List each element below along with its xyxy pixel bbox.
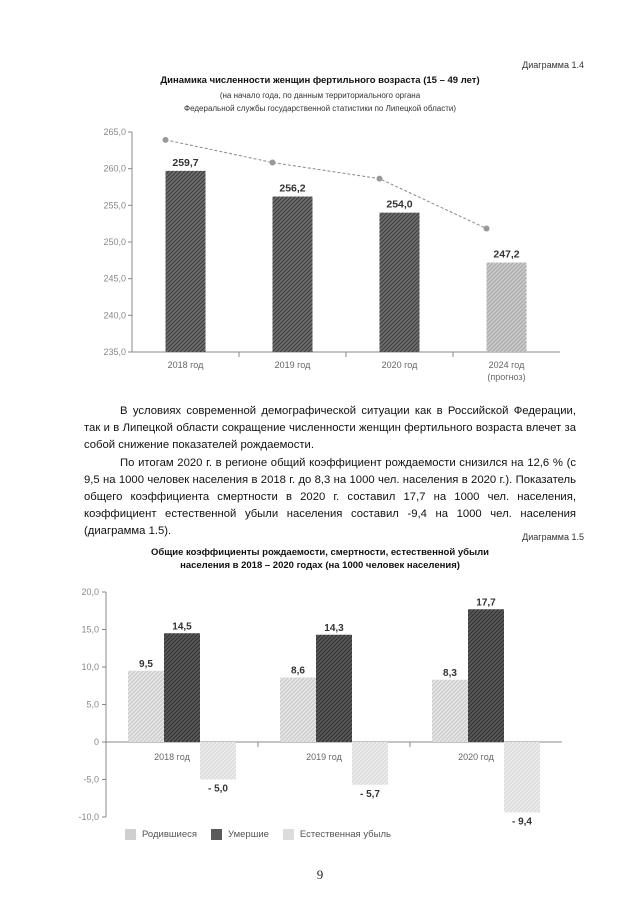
page-number: 9: [316, 867, 324, 882]
fertile-women-chart: [90, 122, 570, 394]
bar: [166, 171, 206, 352]
legend-item: [211, 829, 269, 840]
forecast-bar: [487, 263, 527, 352]
bar: [273, 197, 313, 352]
data-label: 259,7: [172, 156, 199, 169]
trend-line: [166, 140, 487, 229]
y-tick-label: 255,0: [103, 200, 126, 211]
data-label: 17,7: [476, 597, 496, 609]
bar-births: [432, 680, 468, 742]
bar: [380, 213, 420, 352]
data-label: 254,0: [386, 198, 413, 211]
x-tick-note: (прогноз): [487, 372, 526, 382]
x-tick-label: 2019 год: [274, 360, 311, 370]
y-tick-label: -10,0: [78, 812, 99, 822]
bar-natural-decrease: [504, 742, 540, 813]
x-tick-label: 2018 год: [154, 752, 190, 762]
legend-label: Родившиеся: [142, 829, 197, 841]
trend-point: [484, 226, 490, 232]
x-tick-label: 2020 год: [458, 752, 494, 762]
y-tick-label: 265,0: [103, 127, 126, 137]
data-label: 9,5: [139, 658, 153, 670]
title-line: населения в 2018 – 2020 годах (на 1000 человек населения): [180, 560, 460, 571]
legend-swatch-deaths: [211, 829, 222, 840]
data-label: 8,6: [291, 665, 305, 677]
subtitle-line: Федеральной службы государственной статистики по Липецкой области): [184, 104, 456, 113]
trend-point: [163, 137, 169, 143]
trend-point: [377, 176, 383, 182]
bar-natural-decrease: [352, 742, 388, 785]
x-tick-label: 2020 год: [381, 360, 418, 370]
bar-natural-decrease: [200, 742, 236, 780]
data-label: 14,5: [172, 621, 192, 633]
y-tick-label: 15,0: [81, 624, 99, 635]
subtitle-line: (на начало года, по данным территориального органа: [219, 91, 421, 100]
y-tick-label: 260,0: [103, 163, 126, 174]
legend-label: Естественная убыль: [299, 829, 391, 841]
y-tick-label: -5,0: [83, 774, 99, 785]
chart-subtitle: [60, 89, 580, 115]
chart-legend: [125, 829, 391, 840]
legend-item: [125, 829, 197, 840]
y-tick-label: 10,0: [81, 662, 99, 672]
body-text: [84, 403, 576, 541]
paragraph: По итогам 2020 г. в регионе общий коэффициент рождаемости снизился на 12,6 % (с 9,5 на 1000 человек населения в 2018 г. до 8,3 на 1000 чел. населения в 2020 г.). Показатель общего коэффициента смертности в 2020 г. составил 17,7 на 1000 чел. населения, коэффициент естественной убыли населения составил -9,4 на 1000 чел. населения (диаграмма 1.5).: [84, 456, 576, 538]
trend-point: [270, 160, 276, 166]
data-label: 256,2: [279, 182, 306, 195]
x-tick-label: 2018 год: [167, 360, 204, 370]
bar-births: [280, 678, 316, 743]
chart-title: Динамика численности женщин фертильного возраста (15 – 49 лет): [160, 75, 480, 86]
legend-swatch-natural-decrease: [283, 829, 294, 840]
data-label: - 5,0: [207, 783, 229, 795]
bar-deaths: [316, 635, 352, 742]
data-label: 14,3: [324, 622, 344, 634]
legend-item: [283, 829, 391, 840]
diagram-number: Диаграмма 1.5: [522, 532, 584, 542]
diagram-number: Диаграмма 1.4: [522, 60, 584, 70]
y-tick-label: 20,0: [81, 587, 99, 597]
x-tick-label: 2019 год: [306, 752, 342, 762]
chart-title: [60, 546, 580, 572]
x-tick-label: 2024 год: [488, 360, 525, 370]
paragraph: В условиях современной демографической ситуации как в Российской Федерации, так и в Липецкой области сокращение численности женщин фертильного возраста влечет за собой снижение показателей рождаемости.: [84, 405, 576, 452]
legend-swatch-births: [125, 829, 136, 840]
data-label: - 5,7: [359, 788, 381, 800]
bar-deaths: [468, 609, 504, 742]
data-label: 247,2: [493, 248, 520, 261]
y-tick-label: 0: [93, 737, 99, 747]
y-tick-label: 240,0: [103, 310, 126, 321]
legend-label: Умершие: [228, 829, 269, 841]
title-line: Общие коэффициенты рождаемости, смертности, естественной убыли: [151, 547, 489, 558]
y-tick-label: 250,0: [103, 237, 126, 247]
data-label: 8,3: [443, 667, 457, 679]
y-tick-label: 235,0: [103, 347, 126, 357]
demography-rates-chart: [70, 582, 570, 830]
y-tick-label: 5,0: [86, 699, 99, 710]
bar-deaths: [164, 633, 200, 742]
data-label: - 9,4: [511, 816, 533, 828]
bar-births: [128, 671, 164, 742]
y-tick-label: 245,0: [103, 273, 126, 284]
